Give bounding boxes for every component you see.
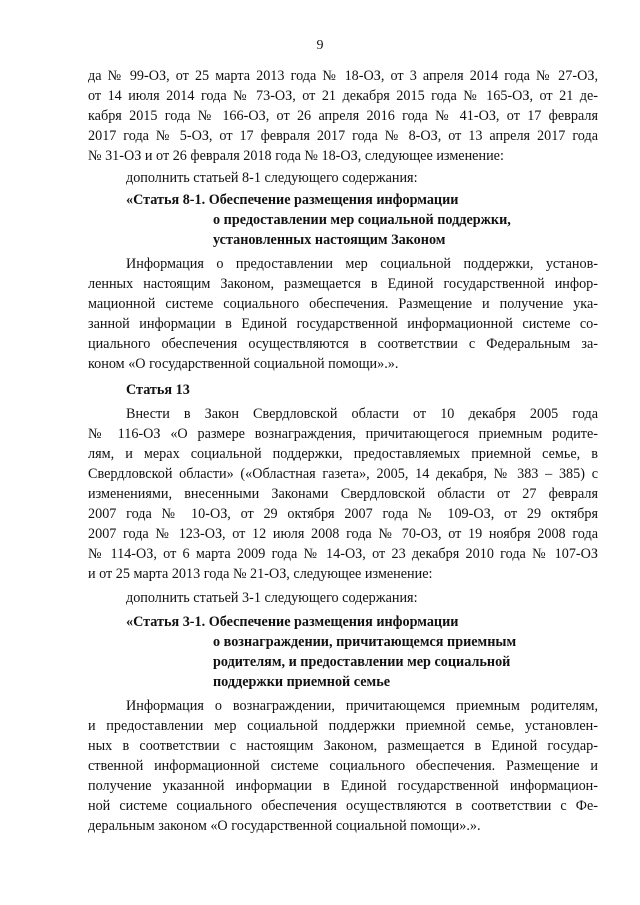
heading-line: о предоставлении мер социальной поддержки, [213,212,511,228]
text-line: № 114-ОЗ, от 6 марта 2009 года № 14-ОЗ, от 23 декабря 2010 года № 107-ОЗ [88,546,598,562]
text-line: коном «О государственной социальной помощи».». [88,356,399,372]
heading-line: родителям, и предоставлении мер социальной [213,654,511,670]
text-line: 2007 года № 10-ОЗ, от 29 октября 2007 года № 109-ОЗ, от 29 октября [88,506,598,522]
text-line: Информация о предоставлении мер социальной поддержки, установ- [126,256,598,272]
text-line: ной системе социального обеспечения осуществляются в соответствии с Фе- [88,798,598,814]
text-line: мационной системе социального обеспечения. Размещение и получение ука- [88,296,598,312]
text-line: лям, и мерах социальной поддержки, предоставляемых приемной семье, в [88,446,598,462]
text-line: да № 99-ОЗ, от 25 марта 2013 года № 18-ОЗ, от 3 апреля 2014 года № 27-ОЗ, [88,68,598,84]
text-line: кабря 2015 года № 166-ОЗ, от 26 апреля 2016 года № 41-ОЗ, от 17 февраля [88,108,598,124]
article-title: Статья 13 [126,382,190,398]
text-line: № 31-ОЗ и от 26 февраля 2018 года № 18-ОЗ, следующее изменение: [88,148,504,164]
amendment-intro: дополнить статьей 3-1 следующего содержания: [126,590,418,606]
text-line: деральным законом «О государственной социальной помощи».». [88,818,481,834]
text-line: Свердловской области» («Областная газета», 2005, 14 декабря, № 383 – 385) с [88,466,598,482]
text-line: циального обеспечения осуществляются в соответствии с Федеральным за- [88,336,598,352]
heading-line: «Статья 8-1. Обеспечение размещения информации [126,192,459,208]
page-number: 9 [316,38,324,53]
text-line: Информация о вознаграждении, причитающемся приемным родителям, [126,698,598,714]
text-line: ных в соответствии с настоящим Законом, размещается в Единой государ- [88,738,598,754]
heading-line: «Статья 3-1. Обеспечение размещения информации [126,614,459,630]
text-line: 2007 года № 123-ОЗ, от 12 июля 2008 года № 70-ОЗ, от 19 ноября 2008 года [88,526,598,542]
heading-line: установленных настоящим Законом [213,232,446,248]
text-line: изменениями, внесенными Законами Свердловской области от 27 февраля [88,486,598,502]
text-line: получение указанной информации в Единой государственной информацион- [88,778,598,794]
text-line: № 116-ОЗ «О размере вознаграждения, причитающегося приемным родите- [88,426,598,442]
heading-line: о вознаграждении, причитающемся приемным [213,634,517,650]
heading-line: поддержки приемной семье [213,674,391,690]
text-line: ственной информационной системе социального обеспечения. Размещение и [88,758,598,774]
amendment-intro: дополнить статьей 8-1 следующего содержания: [126,170,418,186]
text-line: от 14 июля 2014 года № 73-ОЗ, от 21 декабря 2015 года № 165-ОЗ, от 21 де- [88,88,598,104]
text-line: ленных настоящим Законом, размещается в Единой государственной инфор- [88,276,598,292]
text-line: и от 25 марта 2013 года № 21-ОЗ, следующее изменение: [88,566,433,582]
text-line: 2017 года № 5-ОЗ, от 17 февраля 2017 года № 8-ОЗ, от 13 апреля 2017 года [88,128,598,144]
text-line: занной информации в Единой государственной информационной системе со- [88,316,598,332]
text-line: Внести в Закон Свердловской области от 10 декабря 2005 года [126,406,598,422]
text-line: и предоставлении мер социальной поддержки приемной семье, установлен- [88,718,598,734]
